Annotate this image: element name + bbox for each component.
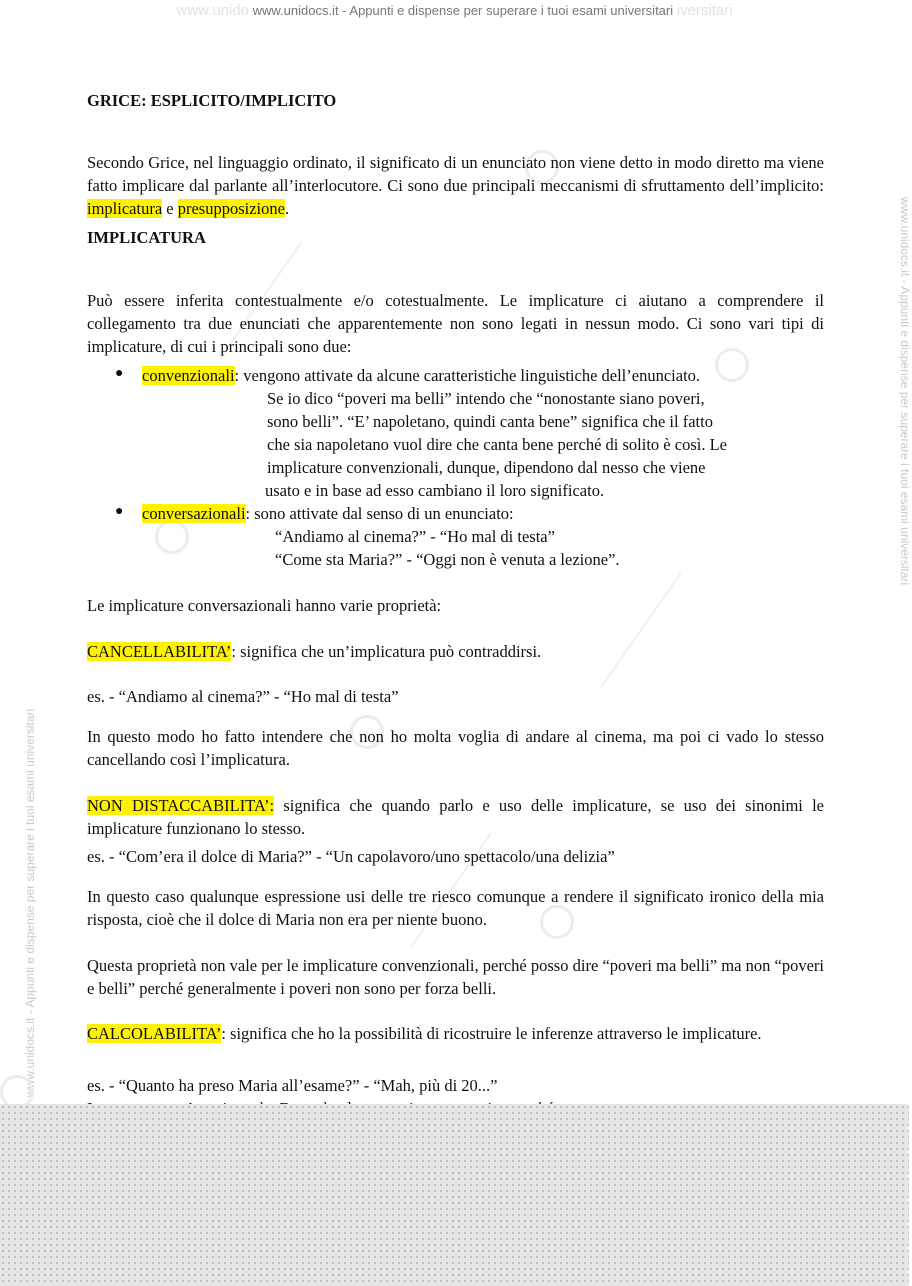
watermark-ghost-right: iversitari: [676, 2, 733, 19]
bullet-conversazionali: [142, 502, 514, 525]
calcolabilita-definition: [87, 1022, 824, 1045]
cancellabilita-explain: In questo modo ho fatto intendere che non ho molta voglia di andare al cinema, ma poi ci vado lo stesso cancellando così l’implicatura.: [87, 726, 824, 769]
bullet-line: usato e in base ad esso cambiano il loro significato.: [265, 481, 605, 500]
non-distaccabilita-example: es. - “Com’era il dolce di Maria?” - “Un capolavoro/uno spettacolo/una delizia”: [87, 847, 615, 866]
content-blur-overlay: [0, 1104, 909, 1286]
intro-end: .: [284, 198, 290, 218]
bullet-line: : vengono attivate da alcune caratteristiche linguistiche dell’enunciato.: [234, 366, 701, 385]
bullet-convenzionali: [142, 364, 700, 387]
cancellabilita-example: es. - “Andiamo al cinema?” - “Ho mal di testa”: [87, 687, 399, 706]
highlight-conversazionali: conversazionali: [142, 504, 246, 523]
bullet-line: : sono attivate dal senso di un enunciato:: [245, 504, 514, 523]
watermark-top: [0, 2, 909, 19]
highlight-implicatura: implicatura: [87, 198, 163, 218]
bullet-line: “Andiamo al cinema?” - “Ho mal di testa”: [275, 527, 555, 546]
implicatura-paragraph: Può essere inferita contestualmente e/o cotestualmente. Le implicature ci aiutano a comprendere il collegamento tra due enunciati che apparentemente non sono legati in nessun modo. Ci sono vari tipi di implicature, di cui i principali sono due:: [87, 290, 824, 356]
bullet-line: che sia napoletano vuol dire che canta bene perché di solito è così. Le: [267, 435, 727, 454]
bullet-icon: ●: [115, 504, 124, 519]
properties-intro: Le implicature conversazionali hanno varie proprietà:: [87, 596, 442, 615]
bullet-line: implicature convenzionali, dunque, dipendono dal nesso che viene: [267, 458, 706, 477]
intro-mid: e: [162, 198, 178, 218]
page-title: GRICE: ESPLICITO/IMPLICITO: [87, 91, 337, 110]
watermark-top-text: www.unidocs.it - Appunti e dispense per superare i tuoi esami universitari: [252, 3, 674, 18]
bullet-line: “Come sta Maria?” - “Oggi non è venuta a lezione”.: [275, 550, 620, 569]
highlight-convenzionali: convenzionali: [142, 366, 235, 385]
watermark-diagonal: [600, 572, 682, 688]
bullet-line: sono belli”. “E’ napoletano, quindi canta bene” significa che il fatto: [267, 412, 713, 431]
non-distaccabilita-definition: [87, 794, 824, 840]
highlight-cancellabilita: CANCELLABILITA’: [87, 642, 232, 661]
highlight-calcolabilita: CALCOLABILITA’: [87, 1023, 222, 1043]
bullet-line: Se io dico “poveri ma belli” intendo che “nonostante siano poveri,: [267, 389, 705, 408]
watermark-right: www.unidocs.it - Appunti e dispense per superare i tuoi esami universitari: [898, 197, 912, 586]
non-distaccabilita-def: significa che quando parlo e uso delle implicature, se uso dei sinonimi le implicature funzionano lo stesso.: [87, 795, 825, 838]
bullet-icon: ●: [115, 366, 124, 381]
intro-paragraph: [87, 151, 824, 220]
intro-text: Secondo Grice, nel linguaggio ordinato, il significato di un enunciato non viene detto in modo diretto ma viene fatto implicare dal parlante all’interlocutore. Ci sono due principali meccanismi di sfruttamento dell’implicito:: [87, 152, 824, 195]
cancellabilita-definition: [87, 640, 824, 663]
watermark-ghost-left: www.unido: [176, 2, 249, 19]
highlight-non-distaccabilita: NON DISTACCABILITA’:: [87, 795, 275, 815]
highlight-presupposizione: presupposizione: [177, 198, 285, 218]
cancellabilita-def: : significa che un’implicatura può contraddirsi.: [231, 642, 542, 661]
non-distaccabilita-explain: In questo caso qualunque espressione usi delle tre riesco comunque a rendere il significato ironico della mia risposta, cioè che il dolce di Maria non era per niente buono.: [87, 886, 824, 929]
calcolabilita-def: : significa che ho la possibilità di ricostruire le inferenze attraverso le implicature.: [221, 1023, 762, 1043]
section-heading-implicatura: IMPLICATURA: [87, 228, 206, 247]
calcolabilita-example: es. - “Quanto ha preso Maria all’esame?” - “Mah, più di 20...”: [87, 1076, 498, 1095]
non-distaccabilita-note: Questa proprietà non vale per le implicature convenzionali, perché posso dire “poveri ma belli” ma non “poveri e belli” perché generalmente i poveri non sono per forza belli.: [87, 955, 824, 998]
watermark-logo-icon: [155, 520, 189, 554]
watermark-left: www.unidocs.it - Appunti e dispense per superare i tuoi esami universitari: [23, 708, 37, 1097]
